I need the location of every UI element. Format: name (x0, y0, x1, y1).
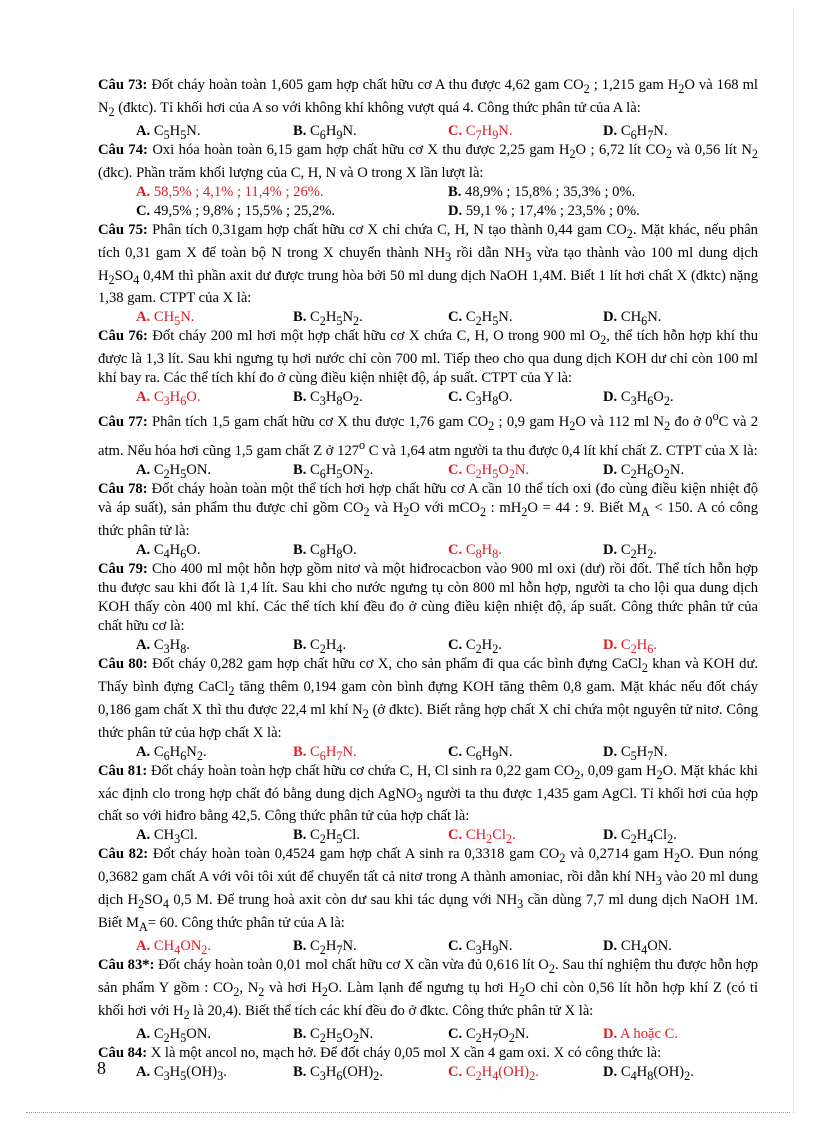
question-number: Câu 77: (98, 414, 148, 431)
answer-options-row (98, 388, 758, 407)
option-text: $C_3H_8$. (150, 636, 190, 656)
question-number: Câu 73: (98, 77, 148, 93)
answer-option (98, 1025, 293, 1044)
question-number: Câu 78: (98, 480, 148, 497)
option-letter: C. (448, 461, 463, 478)
option-text: 48,9% ; 15,8% ; 35,3% ; 0%. (461, 183, 636, 200)
option-text: $C_5H_5N$. (150, 122, 201, 142)
option-text: $CH_4ON$. (617, 938, 672, 957)
answer-option-correct (603, 1025, 758, 1044)
option-text: $C_2H_4Cl_2$. (617, 827, 677, 847)
question (98, 956, 758, 1044)
answer-option (603, 122, 758, 141)
answer-option (448, 1025, 603, 1044)
question-text (98, 956, 758, 1025)
option-letter: D. (603, 541, 618, 558)
option-text: $C_2H_5O_2N$. (462, 461, 530, 481)
question-body: Đốt cháy hoàn toàn 0,4524 gam hợp chất A sinh ra 0,3318 gam $CO_2$ và 0,2714 gam $H_2O$. Đun nóng 0,3682 gam chất A với vôi tôi xút để chuyển tất cả nitơ trong A thành amoniac, rồi dẫn khí $NH_3$ vào 20 ml dung dịch $H_2SO_4$ 0,5 M. Để trung hoà axit còn dư sau khi tác dụng với $NH_3$ cần dùng 7,7 ml dung dịch NaOH 1M. Biết $M_A= 60$. Công thức phân tử của A là: (98, 846, 759, 935)
answer-option (98, 743, 293, 762)
option-letter: D. (448, 202, 463, 219)
answer-option (448, 308, 603, 327)
answer-option-correct (448, 1063, 603, 1082)
question-number: Câu 76: (98, 328, 148, 345)
answer-option (98, 461, 293, 480)
option-letter: A. (136, 309, 151, 326)
question (98, 407, 758, 480)
page-number: 8 (97, 1058, 106, 1078)
option-letter: B. (293, 743, 307, 760)
answer-option (448, 183, 758, 202)
answer-options-row (98, 1025, 758, 1044)
answer-option (293, 1025, 448, 1044)
answer-option (293, 388, 448, 407)
option-letter: A. (136, 183, 151, 200)
answer-option (98, 1063, 293, 1082)
question-number: Câu 84: (98, 1044, 148, 1061)
question (98, 221, 758, 328)
question-text (98, 76, 758, 122)
answer-option (293, 308, 448, 327)
option-text: $CH_5N$. (150, 309, 195, 329)
answer-option (603, 937, 758, 956)
question-text (98, 407, 758, 461)
answer-option (603, 826, 758, 845)
question-body: Đốt cháy 200 ml hơi một hợp chất hữu cơ X chứa C, H, O trong 900 ml $O_2$, thể tích hỗn hợp khí thu được là 1,3 lít. Sau khi ngưng tụ hơi nước chỉ còn 700 ml. Tiếp theo cho qua dung dịch KOH dư chỉ còn 100 ml khí bay ra. Các thể tích khí đo ở cùng điều kiện nhiệt độ, áp suất. CTPT của Y là: (98, 328, 758, 387)
question-body: Cho 400 ml một hỗn hợp gồm nitơ và một hiđrocacbon vào 900 ml oxi (dư) rồi đốt. Thể tích hỗn hợp thu được sau khi đốt là 1,4 lít. Sau khi cho nước ngưng tụ còn 800 ml hỗn hợp, người ta cho lội qua dung dịch KOH thấy còn 400 ml khí. Các thể tích khí đều đo ở cùng điều kiện nhiệt độ, áp suất. Công thức phân tử của chất hữu cơ là: (98, 560, 758, 634)
answer-option (293, 826, 448, 845)
question-text (98, 655, 758, 743)
option-letter: A. (136, 1063, 151, 1080)
question (98, 141, 758, 221)
answer-option (293, 541, 448, 560)
answer-option-correct (293, 743, 448, 762)
option-letter: A. (136, 1025, 151, 1042)
question (98, 76, 758, 141)
answer-option (603, 388, 758, 407)
question-text (98, 560, 758, 636)
question-body: Đốt cháy 0,282 gam hợp chất hữu cơ X, cho sản phẩm đi qua các bình đựng CaCl$_2$ khan và KOH dư. Thấy bình đựng CaCl$_2$ tăng thêm 0,194 gam còn bình đựng KOH tăng thêm 0,8 gam. Mặt khác nếu đốt cháy 0,186 gam chất X thì thu được 22,4 ml khí $N_2$ (ở đktc). Biết rằng hợp chất X chỉ chứa một nguyên tử nitơ. Công thức phân tử của hợp chất X là: (98, 655, 759, 741)
question-body: X là một ancol no, mạch hở. Để đốt cháy 0,05 mol X cần 4 gam oxi. X có công thức là: (147, 1044, 662, 1061)
option-letter: D. (603, 461, 618, 478)
option-text: $C_3H_6(OH)_2$. (306, 1063, 384, 1083)
option-letter: B. (293, 938, 307, 955)
answer-options-row (98, 1063, 758, 1082)
question (98, 1044, 758, 1082)
option-text: $C_2H_5N$. (462, 309, 513, 329)
option-text: 59,1 % ; 17,4% ; 23,5% ; 0%. (462, 202, 640, 219)
question-text (98, 327, 758, 388)
question-body: Đốt cháy hoàn toàn 1,605 gam hợp chất hữu cơ A thu được 4,62 gam $CO_2$ ; 1,215 gam $H_2O$ và 168 ml $N_2$ (đktc). Tỉ khối hơi của A so với không khí không vượt quá 4. Công thức phân tử của A là: (98, 77, 758, 119)
option-letter: B. (293, 122, 307, 139)
answer-option (448, 743, 603, 762)
question-body: Đốt cháy hoàn toàn hợp chất hữu cơ chứa C, H, Cl sinh ra 0,22 gam $CO_2$, 0,09 gam $H_2O$. Mặt khác khi xác định clo trong hợp chất đó bằng dung dịch AgNO$_3$ người ta thu được 1,435 gam AgCl. Tỉ khối hơi của hợp chất so với hiđro bằng 42,5. Công thức phân tử của hợp chất là: (98, 762, 758, 825)
option-letter: C. (448, 389, 463, 406)
answer-option (603, 743, 758, 762)
option-letter: D. (603, 743, 618, 760)
option-text: $C_4H_8(OH)_2$. (617, 1063, 694, 1083)
option-text: $C_2H_6O_2N$. (617, 461, 685, 481)
option-letter: C. (448, 743, 463, 760)
option-text: $C_6H_9N$. (306, 122, 357, 142)
question (98, 480, 758, 560)
question-body: Oxi hóa hoàn toàn 6,15 gam hợp chất hữu cơ X thu được 2,25 gam $H_2O$ ; 6,72 lít $CO_2$ và 0,56 lít $N_2$ (đkc). Phần trăm khối lượng của C, H, N và O trong X lần lượt là: (98, 141, 758, 181)
option-letter: C. (448, 1025, 463, 1042)
answer-options-row (98, 183, 758, 202)
answer-option (98, 202, 448, 221)
question (98, 560, 758, 655)
option-letter: B. (293, 309, 307, 326)
question (98, 655, 758, 762)
answer-option (448, 202, 758, 221)
option-text: $C_2H_5Cl$. (306, 827, 360, 847)
answer-option (98, 122, 293, 141)
answer-option-correct (98, 388, 293, 407)
option-text: $C_6H_6N_2$. (150, 743, 207, 763)
option-letter: B. (293, 389, 307, 406)
answer-options-row (98, 937, 758, 956)
option-text: $C_2H_6$. (617, 636, 657, 656)
option-letter: C. (448, 122, 463, 139)
option-text: $CH_2Cl_2$. (462, 827, 516, 847)
option-text: $C_5H_7N$. (617, 743, 668, 763)
answer-option (448, 937, 603, 956)
option-letter: A. (136, 122, 151, 139)
question-number: Câu 74: (98, 141, 148, 158)
question-text (98, 480, 758, 541)
answer-option-correct (98, 937, 293, 956)
option-letter: B. (293, 827, 307, 844)
answer-option (603, 541, 758, 560)
answer-option-correct (448, 826, 603, 845)
option-text: $C_6H_9N$. (462, 743, 513, 763)
answer-options-row (98, 743, 758, 762)
page-border-right (793, 10, 794, 1113)
option-text: $C_2H_7O_2N$. (462, 1025, 530, 1045)
option-text: $C_2H_4$. (306, 636, 347, 656)
option-letter: C. (448, 1063, 463, 1080)
option-text: $C_2H_5ON$. (150, 1025, 212, 1045)
option-letter: B. (293, 541, 307, 558)
answer-option (448, 388, 603, 407)
answer-options-row (98, 461, 758, 480)
option-text: $C_8H_8$. (462, 541, 502, 561)
option-text: $C_2H_2$. (617, 541, 657, 561)
option-letter: C. (136, 202, 151, 219)
answer-option (293, 122, 448, 141)
option-text: 49,5% ; 9,8% ; 15,5% ; 25,2%. (150, 202, 336, 219)
option-text: $C_3H_5(OH)_3$. (150, 1063, 227, 1083)
option-text: $C_2H_5O_2N$. (306, 1025, 374, 1045)
answer-option (603, 461, 758, 480)
option-text: $C_4H_6O$. (150, 541, 201, 561)
answer-option-correct (448, 461, 603, 480)
option-text: 58,5% ; 4,1% ; 11,4% ; 26%. (150, 183, 324, 200)
answer-options-row (98, 541, 758, 560)
option-text: $C_3H_6O$. (150, 389, 201, 409)
option-letter: C. (448, 636, 463, 653)
answer-option (98, 541, 293, 560)
option-letter: A. (136, 636, 151, 653)
option-letter: D. (603, 938, 618, 955)
question-number: Câu 80: (98, 655, 148, 672)
option-letter: D. (603, 1025, 618, 1042)
answer-option (603, 1063, 758, 1082)
question-text (98, 221, 758, 309)
question-text (98, 845, 758, 937)
option-text: $C_2H_5ON$. (150, 461, 212, 481)
option-letter: A. (136, 389, 151, 406)
option-text: $C_2H_2$. (462, 636, 502, 656)
option-letter: D. (603, 389, 618, 406)
answer-option (448, 636, 603, 655)
answer-option (98, 636, 293, 655)
question (98, 762, 758, 846)
question-body: Đốt cháy hoàn toàn 0,01 mol chất hữu cơ X cần vừa đủ 0,616 lít $O_2$. Sau thí nghiệm thu được hỗn hợp sản phẩm Y gồm : $CO_2$, $N_2$ và hơi $H_2O$. Làm lạnh để ngưng tụ hơi $H_2O$ chỉ còn 0,56 lít hỗn hợp khí Z (có tỉ khối hơi với $H_2$ là 20,4). Biết thể tích các khí đều đo ở đktc. Công thức phân tử X là: (98, 957, 758, 1022)
option-letter: B. (293, 1063, 307, 1080)
option-text: $C_6H_7N$. (306, 743, 357, 763)
option-letter: B. (448, 183, 462, 200)
option-letter: D. (603, 636, 618, 653)
question-number: Câu 81: (98, 762, 148, 779)
option-letter: A. (136, 938, 151, 955)
option-text: $C_3H_6O_2$. (617, 389, 674, 409)
option-text: A hoặc C. (617, 1025, 679, 1042)
option-letter: C. (448, 827, 463, 844)
answer-option (293, 461, 448, 480)
question-text (98, 141, 758, 183)
answer-option-correct (98, 183, 448, 202)
answer-option (293, 1063, 448, 1082)
question-body: Phân tích 0,31gam hợp chất hữu cơ X chỉ chứa C, H, N tạo thành 0,44 gam $CO_2$. Mặt khác, nếu phân tích 0,31 gam X để toàn bộ N trong X chuyển thành $NH_3$ rồi dẫn $NH_3$ vừa tạo thành vào 100 ml dung dịch $H_2SO_4$ 0,4M thì phần axit dư được trung hòa bởi 50 ml dung dịch NaOH 1,4M. Biết 1 lít hơi chất X (đktc) nặng 1,38 gam. CTPT của X là: (98, 221, 759, 307)
option-text: $CH_6N$. (617, 309, 662, 329)
option-letter: C. (448, 309, 463, 326)
option-letter: C. (448, 938, 463, 955)
option-letter: C. (448, 541, 463, 558)
question (98, 845, 758, 956)
answer-option (293, 937, 448, 956)
option-text: $C_3H_8O_2$. (306, 389, 363, 409)
option-text: $C_7H_9N$. (462, 122, 513, 142)
answer-options-row (98, 308, 758, 327)
answer-options-row (98, 202, 758, 221)
question-text (98, 1044, 758, 1063)
option-text: $C_8H_8O$. (306, 541, 357, 561)
question (98, 327, 758, 407)
question-number: Câu 75: (98, 221, 148, 238)
answer-option (603, 308, 758, 327)
option-letter: B. (293, 1025, 307, 1042)
option-text: $C_6H_7N$. (617, 122, 668, 142)
option-text: $CH_4ON_2$. (150, 938, 212, 957)
option-letter: B. (293, 461, 307, 478)
option-text: $CH_3Cl$. (150, 827, 198, 847)
answer-options-row (98, 636, 758, 655)
option-text: $C_2H_5N_2$. (306, 309, 363, 329)
option-text: $C_3H_9N$. (462, 938, 513, 957)
option-text: $C_3H_8O$. (462, 389, 513, 409)
answer-option (293, 636, 448, 655)
question-number: Câu 79: (98, 560, 148, 577)
question-number: Câu 82: (98, 846, 149, 863)
question-list (98, 76, 758, 1082)
question-text (98, 762, 758, 827)
answer-options-row (98, 826, 758, 845)
answer-option-correct (98, 308, 293, 327)
answer-options-row (98, 122, 758, 141)
option-letter: D. (603, 827, 618, 844)
page-border-bottom (26, 1112, 790, 1113)
option-letter: D. (603, 309, 618, 326)
option-text: $C_6H_5ON_2$. (306, 461, 374, 481)
option-letter: A. (136, 541, 151, 558)
answer-option-correct (448, 541, 603, 560)
question-body: Phân tích 1,5 gam chất hữu cơ X thu được 1,76 gam $CO_2$ ; 0,9 gam $H_2O$ và 112 ml $N_2$ đo ở 0$^o$C và 2 atm. Nếu hóa hơi cũng 1,5 gam chất Z ở 127$^o$ C và 1,64 atm người ta thu được 0,4 lít khí chất Z. CTPT của X là: (98, 409, 758, 459)
option-letter: D. (603, 1063, 618, 1080)
answer-option-correct (448, 122, 603, 141)
option-letter: A. (136, 743, 151, 760)
question-number: Câu 83*: (98, 957, 155, 974)
option-text: $C_2H_4(OH)_2$. (462, 1063, 539, 1083)
option-letter: B. (293, 636, 307, 653)
answer-option-correct (603, 636, 758, 655)
question-body: Đốt cháy hoàn toàn một thể tích hơi hợp chất hữu cơ A cần 10 thể tích oxi (đo cùng điều kiện nhiệt độ và áp suất), sản phẩm thu được chỉ gồm $CO_2$ và $H_2O$ với mCO$_2$ : $mH_2O = 44$ : 9. Biết $M_A < 150$. A có công thức phân tử là: (98, 480, 759, 539)
option-letter: A. (136, 461, 151, 478)
option-text: $C_2H_7N$. (306, 938, 357, 957)
option-letter: D. (603, 122, 618, 139)
answer-option (98, 826, 293, 845)
option-letter: A. (136, 827, 151, 844)
